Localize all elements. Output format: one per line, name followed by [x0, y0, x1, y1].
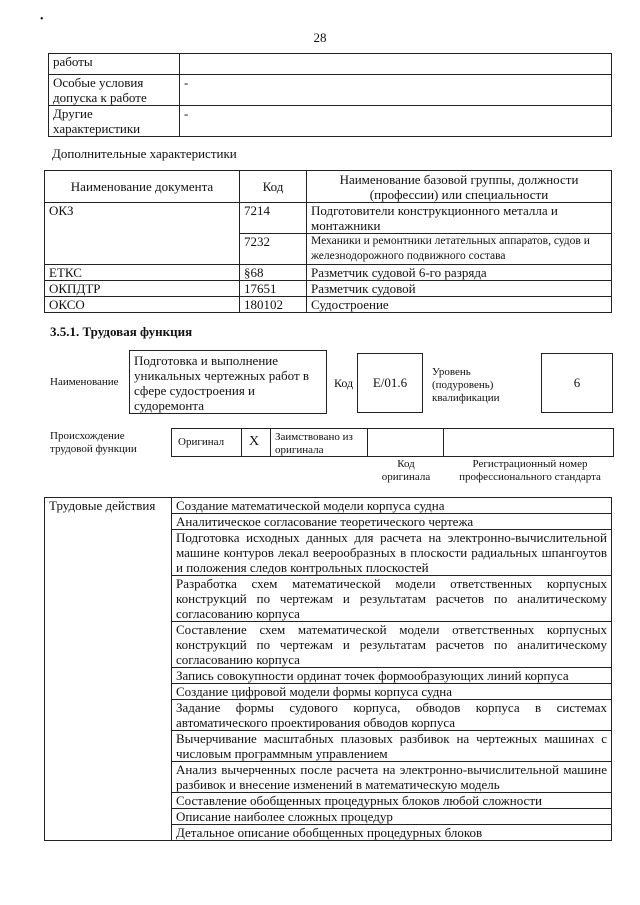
- table-row: [49, 106, 612, 137]
- name-label: Наименование: [50, 376, 119, 388]
- additional-table: [44, 170, 612, 313]
- cell-code: 7232: [240, 234, 307, 265]
- cell-name: Разметчик судовой: [307, 281, 612, 297]
- action-item: Описание наиболее сложных процедур: [172, 809, 612, 825]
- action-item: Составление обобщенных процедурных блоков любой сложности: [172, 793, 612, 809]
- action-item: Вычерчивание масштабных плазовых разбивок на чертежных машинах с числовым программным управлением: [172, 731, 612, 762]
- divider: [367, 428, 368, 456]
- divider: [270, 428, 271, 456]
- action-item: Задание формы судового корпуса, обводов корпуса в системах автоматического проектирования обводов корпуса: [172, 700, 612, 731]
- condition-label: Особые условия допуска к работе: [49, 75, 180, 106]
- code-original-caption: Код оригинала: [381, 458, 431, 483]
- conditions-table: [48, 53, 612, 137]
- corner-mark: •: [40, 14, 44, 25]
- actions-table: [44, 497, 612, 841]
- header-doc: Наименование документа: [45, 171, 240, 203]
- header-code: Код: [240, 171, 307, 203]
- cell-code: 17651: [240, 281, 307, 297]
- condition-label: Другие характеристики: [49, 106, 180, 137]
- table-header-row: [45, 171, 612, 203]
- table-row: [45, 281, 612, 297]
- cell-code: 7214: [240, 203, 307, 234]
- table-row: [45, 265, 612, 281]
- action-item: Разработка схем математической модели ответственных корпусных конструкций по чертежам и результатам расчетов по аналитическому согласованию корпуса: [172, 576, 612, 622]
- function-code-box: [357, 353, 423, 413]
- header-name: Наименование базовой группы, должности (профессии) или специальности: [307, 171, 612, 203]
- cell-code: 180102: [240, 297, 307, 313]
- origin-label: Происхождение трудовой функции: [50, 430, 137, 455]
- borrowed-label: Заимствовано из оригинала: [275, 431, 353, 456]
- cell-doc: ОКСО: [45, 297, 240, 313]
- reg-number-caption: Регистрационный номер профессионального стандарта: [459, 458, 601, 483]
- additional-title: Дополнительные характеристики: [52, 146, 237, 161]
- actions-header: Трудовые действия: [45, 498, 172, 841]
- table-row: [49, 75, 612, 106]
- table-row: [45, 297, 612, 313]
- divider: [443, 428, 444, 456]
- condition-value: -: [180, 106, 612, 137]
- function-code: E/01.6: [372, 375, 408, 390]
- action-item: Анализ вычерченных после расчета на электронно-вычислительной машине разбивок и внесение изменений в математическую модель: [172, 762, 612, 793]
- table-row: [45, 498, 612, 514]
- cell-doc: ОКЗ: [45, 203, 240, 265]
- function-title: 3.5.1. Трудовая функция: [50, 324, 193, 339]
- original-mark: X: [249, 434, 260, 449]
- divider: [241, 428, 242, 456]
- action-item: Составление схем математической модели ответственных корпусных конструкций по чертежам и результатам расчетов по аналитическому согласованию корпуса: [172, 622, 612, 668]
- code-label: Код: [334, 376, 354, 390]
- cell-doc: ОКПДТР: [45, 281, 240, 297]
- condition-value: -: [180, 75, 612, 106]
- cell-name: Подготовители конструкционного металла и монтажники: [307, 203, 612, 234]
- action-item: Запись совокупности ординат точек формообразующих линий корпуса: [172, 668, 612, 684]
- action-item: Аналитическое согласование теоретического чертежа: [172, 514, 612, 530]
- cell-doc: ЕТКС: [45, 265, 240, 281]
- action-item: Детальное описание обобщенных процедурных блоков: [172, 825, 612, 841]
- level-box: [541, 353, 613, 413]
- action-item: Создание математической модели корпуса судна: [172, 498, 612, 514]
- level-value: 6: [573, 375, 581, 390]
- page-number: 28: [313, 30, 327, 45]
- level-label: Уровень (подуровень) квалификации: [432, 366, 500, 404]
- function-name-box: [129, 350, 327, 414]
- cell-name: Разметчик судовой 6-го разряда: [307, 265, 612, 281]
- condition-label: работы: [49, 54, 180, 75]
- table-row: [49, 54, 612, 75]
- cell-name: Механики и ремонтники летательных аппаратов, судов и железнодорожного подвижного состава: [307, 234, 612, 265]
- table-row: [45, 203, 612, 234]
- cell-name: Судостроение: [307, 297, 612, 313]
- function-name: Подготовка и выполнение уникальных чертежных работ в сфере судостроения и судоремонта: [134, 353, 310, 413]
- cell-code: §68: [240, 265, 307, 281]
- action-item: Подготовка исходных данных для расчета на электронно-вычислительной машине контуров лекал веерообразных в плоскости радиальных шпангоутов и положения следов контрольных плоскостей: [172, 530, 612, 576]
- original-label: Оригинал: [178, 436, 225, 448]
- origin-box: [171, 428, 614, 457]
- action-item: Создание цифровой модели формы корпуса судна: [172, 684, 612, 700]
- condition-value: [180, 54, 612, 75]
